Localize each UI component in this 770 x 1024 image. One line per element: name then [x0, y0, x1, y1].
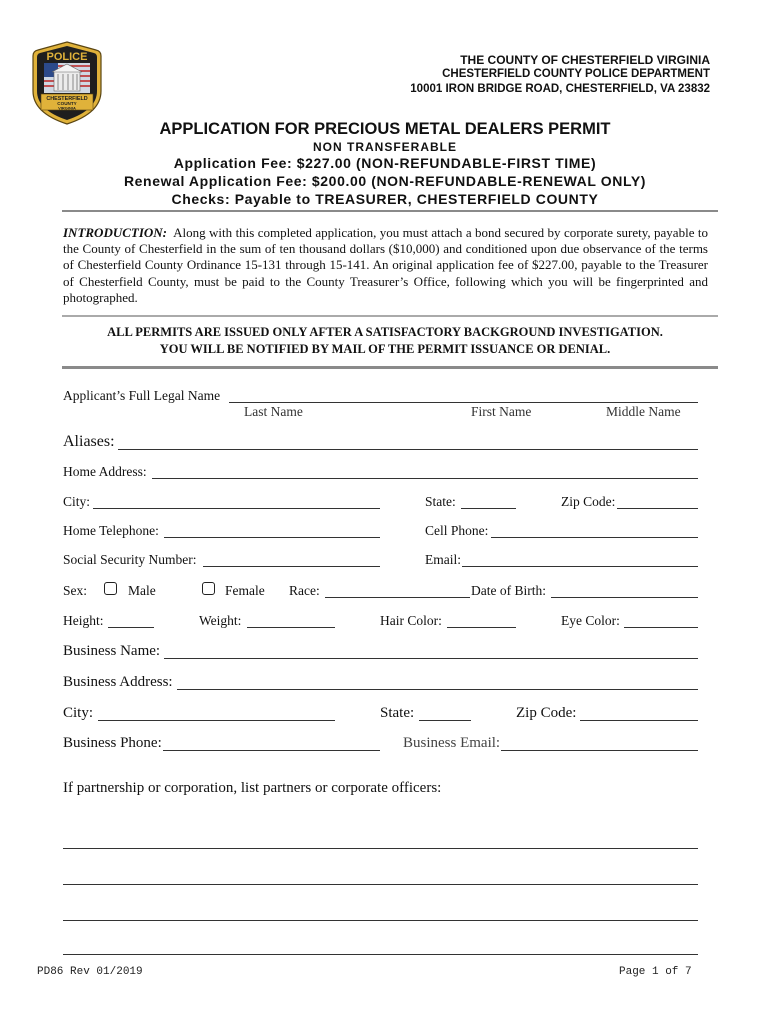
partners-label: If partnership or corporation, list partners or corporate officers: — [63, 780, 442, 796]
state-label: State: — [425, 494, 456, 509]
ssn-label: Social Security Number: — [63, 552, 197, 567]
weight-field[interactable] — [247, 627, 335, 628]
introduction-label: INTRODUCTION: — [63, 225, 167, 240]
business-address-label: Business Address: — [63, 674, 173, 690]
zip-label: Zip Code: — [561, 494, 616, 509]
zip-field[interactable] — [617, 508, 698, 509]
non-transferable: NON TRANSFERABLE — [313, 140, 457, 154]
race-label: Race: — [289, 583, 320, 598]
male-label: Male — [128, 583, 156, 598]
renewal-fee: Renewal Application Fee: $200.00 (NON-REFUNDABLE-RENEWAL ONLY) — [123, 173, 647, 189]
business-name-field[interactable] — [164, 658, 698, 659]
svg-text:VIRGINIA: VIRGINIA — [58, 105, 76, 111]
ssn-field[interactable] — [203, 566, 380, 567]
notice-line-2: YOU WILL BE NOTIFIED BY MAIL OF THE PERMIT ISSUANCE OR DENIAL. — [159, 342, 611, 356]
business-phone-label: Business Phone: — [63, 735, 162, 751]
city-field[interactable] — [93, 508, 380, 509]
home-telephone-field[interactable] — [164, 537, 380, 538]
female-checkbox[interactable] — [202, 582, 215, 595]
city-label: City: — [63, 494, 91, 509]
first-name-caption: First Name — [471, 404, 532, 419]
home-telephone-label: Home Telephone: — [63, 523, 159, 538]
header-county: THE COUNTY OF CHESTERFIELD VIRGINIA — [460, 53, 710, 67]
divider — [62, 315, 718, 317]
business-zip-field[interactable] — [580, 720, 698, 721]
divider — [62, 210, 718, 212]
application-fee: Application Fee: $227.00 (NON-REFUNDABLE-FIRST TIME) — [173, 155, 597, 171]
female-label: Female — [225, 583, 265, 598]
cell-phone-label: Cell Phone: — [425, 523, 489, 538]
middle-name-caption: Middle Name — [606, 404, 681, 419]
form-id: PD86 Rev 01/2019 — [37, 966, 143, 978]
eye-color-label: Eye Color: — [561, 613, 620, 628]
partners-line-1[interactable] — [63, 848, 698, 849]
partners-line-2[interactable] — [63, 884, 698, 885]
dob-label: Date of Birth: — [471, 583, 546, 598]
aliases-field[interactable] — [118, 449, 698, 450]
header-department: CHESTERFIELD COUNTY POLICE DEPARTMENT — [442, 68, 710, 80]
hair-color-field[interactable] — [447, 627, 516, 628]
svg-text:POLICE: POLICE — [46, 51, 88, 63]
business-email-label: Business Email: — [403, 735, 501, 751]
dob-field[interactable] — [551, 597, 698, 598]
business-email-field[interactable] — [501, 750, 698, 751]
home-address-label: Home Address: — [63, 464, 147, 479]
last-name-caption: Last Name — [244, 404, 303, 419]
height-field[interactable] — [108, 627, 154, 628]
eye-color-field[interactable] — [624, 627, 698, 628]
svg-text:CHESTERFIELD: CHESTERFIELD — [46, 96, 88, 102]
full-name-field[interactable] — [229, 402, 698, 403]
aliases-label: Aliases: — [63, 433, 115, 450]
hair-color-label: Hair Color: — [380, 613, 442, 628]
business-name-label: Business Name: — [63, 643, 161, 659]
checks-payable: Checks: Payable to TREASURER, CHESTERFIELD COUNTY — [171, 191, 599, 207]
introduction-text: Along with this completed application, you must attach a bond secured by corporate surety, payable to the County of Chesterfield in the sum of ten thousand dollars ($10,000) and conditioned upon due observance of the terms of Chesterfield County Ordinance 15-131 through 15-141. An original application fee of $227.00, payable to the Treasurer of Chesterfield County, must be paid to the County Treasurer’s Office, following which you will be fingerprinted and photographed. — [63, 225, 708, 305]
business-phone-field[interactable] — [163, 750, 380, 751]
race-field[interactable] — [325, 597, 470, 598]
sex-label: Sex: — [63, 583, 88, 598]
introduction-paragraph — [63, 225, 708, 306]
business-zip-label: Zip Code: — [516, 705, 577, 721]
business-city-field[interactable] — [98, 720, 335, 721]
notice-line-1: ALL PERMITS ARE ISSUED ONLY AFTER A SATISFACTORY BACKGROUND INVESTIGATION. — [107, 325, 663, 339]
full-name-label: Applicant’s Full Legal Name — [63, 388, 221, 403]
cell-phone-field[interactable] — [491, 537, 698, 538]
partners-line-4[interactable] — [63, 954, 698, 955]
business-state-field[interactable] — [419, 720, 471, 721]
divider — [62, 366, 718, 369]
state-field[interactable] — [461, 508, 516, 509]
business-address-field[interactable] — [177, 689, 698, 690]
header-address: 10001 IRON BRIDGE ROAD, CHESTERFIELD, VA 23832 — [410, 83, 710, 95]
male-checkbox[interactable] — [104, 582, 117, 595]
weight-label: Weight: — [199, 613, 242, 628]
home-address-field[interactable] — [152, 478, 698, 479]
email-label: Email: — [425, 552, 461, 567]
svg-text:COUNTY: COUNTY — [57, 101, 77, 106]
business-state-label: State: — [380, 705, 415, 721]
business-city-label: City: — [63, 705, 94, 721]
partners-line-3[interactable] — [63, 920, 698, 921]
height-label: Height: — [63, 613, 104, 628]
police-badge-logo — [32, 41, 102, 125]
email-field[interactable] — [462, 566, 698, 567]
form-title: APPLICATION FOR PRECIOUS METAL DEALERS PERMIT — [159, 120, 611, 138]
page-number: Page 1 of 7 — [619, 966, 692, 978]
